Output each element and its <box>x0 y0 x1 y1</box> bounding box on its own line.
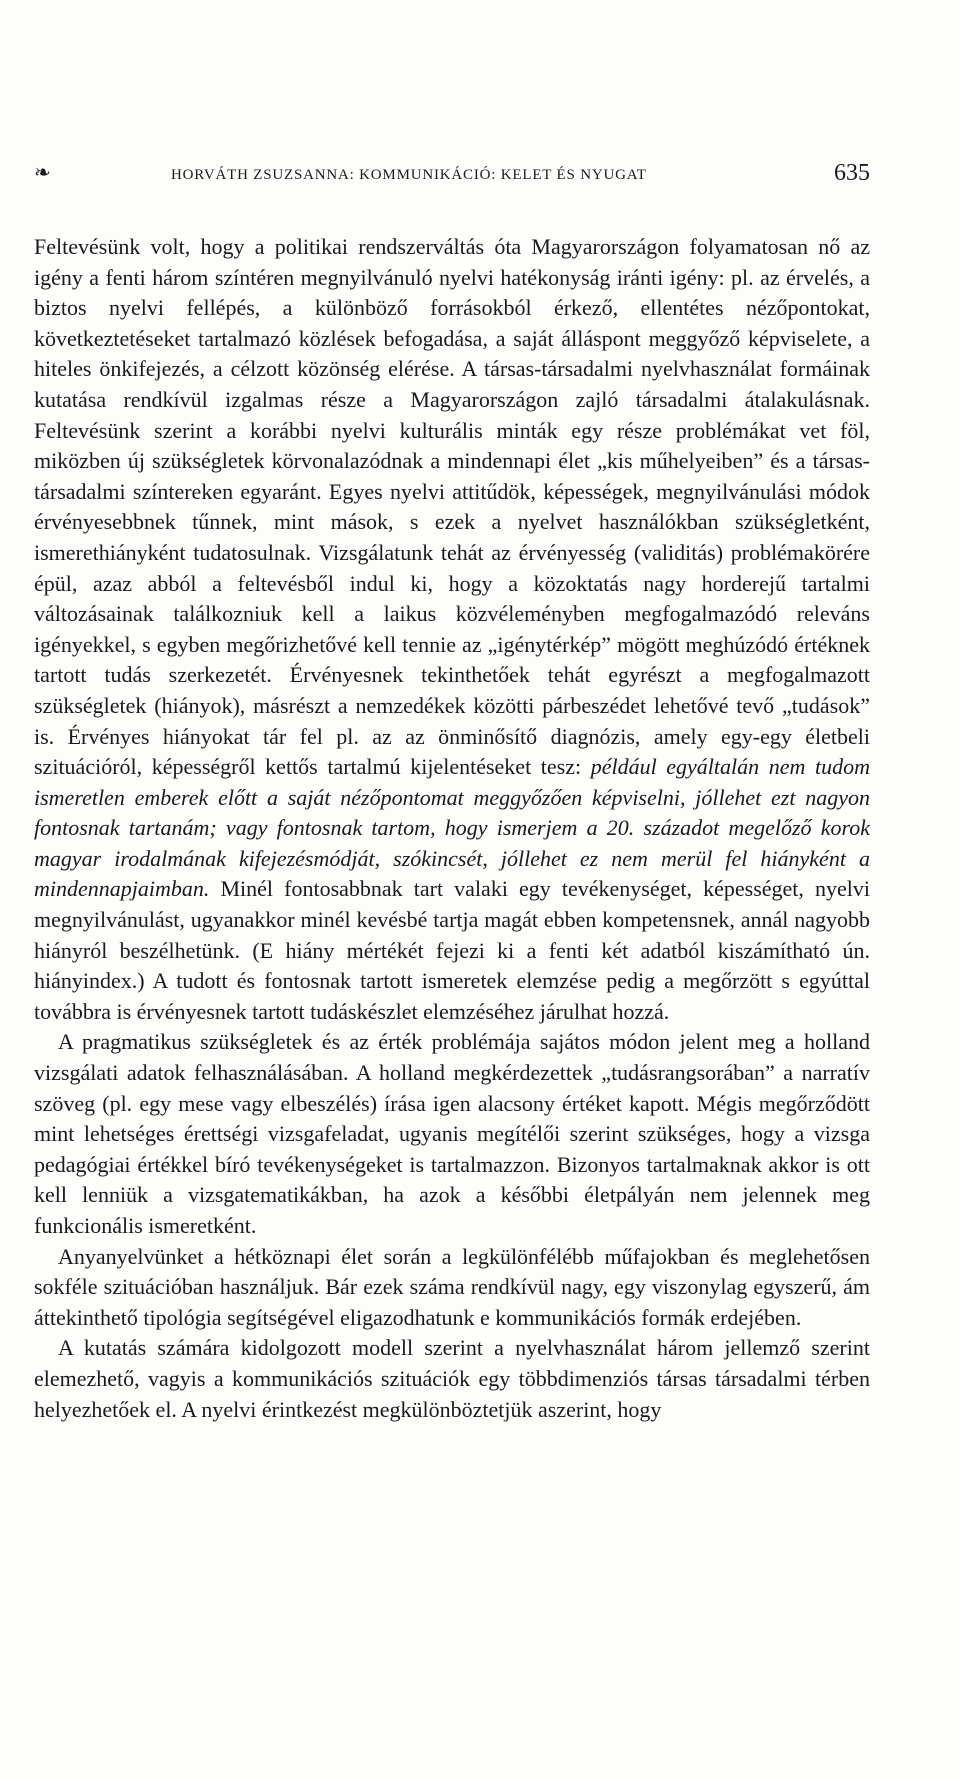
text-segment: Anyanyelvünket a hétköznapi élet során a legkülönfélébb műfajokban és meglehetősen sokféle szituációban használjuk. Bár ezek száma rendkívül nagy, egy viszonylag egyszerű, ám áttekinthető tipológia segítségével eligazodhatunk e kommunikációs formák erdejében. <box>34 1243 870 1330</box>
paragraph <box>34 1027 870 1241</box>
running-head: HORVÁTH ZSUZSANNA: KOMMUNIKÁCIÓ: KELET ÉS NYUGAT <box>171 167 647 183</box>
paragraph <box>34 1242 870 1334</box>
body-text <box>34 232 870 1425</box>
text-segment: A kutatás számára kidolgozott modell szerint a nyelvhasználat három jellemző szerint elemezhető, vagyis a kommunikációs szituációk egy többdimenziós társas társadalmi térben helyezhetőek el. A nyelvi érintkezést megkülönböztetjük aszerint, hogy <box>34 1335 870 1422</box>
text-segment: A pragmatikus szükségletek és az érték problémája sajátos módon jelent meg a holland vizsgálati adatok felhasználásában. A holland megkérdezettek „tudásrangsorában” a narratív szöveg (pl. egy mese vagy elbeszélés) írása igen alacsony értéket kapott. Mégis megőrződött mint lehetséges érettségi vizsgafeladat, ugyanis megítélői szerint szükséges, hogy a vizsga pedagógiai értékkel bíró tevékenységeket is tartalmazzon. Bizonyos tartalmaknak akkor is ott kell lenniük a vizsgatematikákban, ha azok a későbbi életpályán nem jelennek meg funkcionális ismeretként. <box>34 1029 870 1238</box>
text-segment: Feltevésünk volt, hogy a politikai rendszerváltás óta Magyarországon folyamatosan nő az igény a fenti három színtéren megnyilvánuló nyelvi hatékonyság iránti igény: pl. az érvelés, a biztos nyelvi fellépés, a különböző forrásokból érkező, ellentétes nézőpontokat, következtetéseket tartalmazó közlések befogadása, a saját álláspont meggyőző képviselete, a hiteles önkifejezés, a célzott közönség elérése. A társas-társadalmi nyelvhasználat formáinak kutatása rendkívül izgalmas része a Magyarországon zajló társadalmi átalakulásnak. Feltevésünk szerint a korábbi nyelvi kulturális minták egy része problémákat vet föl, miközben új szükségletek körvonalazódnak a mindennapi élet „kis műhelyeiben” és a társas-társadalmi színtereken egyaránt. Egyes nyelvi attitűdök, képességek, megnyilvánulási módok érvényesebbnek tűnnek, mint mások, s ezek a nyelvet használókban szükségletként, ismerethiányként tudatosulnak. Vizsgálatunk tehát az érvényesség (validitás) problémakörére épül, azaz abból a feltevésből indul ki, hogy a közoktatás nagy horderejű tartalmi változásainak találkozniuk kell a laikus közvéleményben megfogalmazódó releváns igényekkel, s egyben megőrizhetővé kell tennie az „igénytérkép” mögött meghúzódó értéknek tartott tudás szerkezetét. Érvényesnek tekinthetőek tehát egyrészt a megfogalmazott szükségletek (hiányok), másrészt a nemzedékek közötti párbeszédet lehetővé tevő „tudások” is. Érvényes hiányokat tár fel pl. az az önminősítő diagnózis, amely egy-egy életbeli szituációról, képességről kettős tartalmú kijelentéseket tesz: <box>34 234 870 780</box>
italic-example-segment: például egyáltalán nem tudom ismeretlen emberek előtt a saját nézőpontomat meggyőzően képviselni, jóllehet ezt nagyon fontosnak tartanám; vagy fontosnak tartom, hogy ismerjem a 20. századot megelőző korok magyar irodalmának kifejezésmódját, szókincsét, jóllehet ez nem merül fel hiányként a mindennapjaimban. <box>34 754 870 902</box>
fleuron-ornament-icon: ❧ <box>34 162 51 184</box>
paragraph <box>34 1333 870 1425</box>
paragraph <box>34 232 870 1027</box>
page-header <box>34 155 870 195</box>
page-number: 635 <box>834 160 870 186</box>
text-segment: Minél fontosabbnak tart valaki egy tevékenységet, képességet, nyelvi megnyilvánulást, ugyanakkor minél kevésbé tartja magát ebben kompetensnek, annál nagyobb hiányról beszélhetünk. (E hiány mértékét fejezi ki a fenti két adatból kiszámítható ún. hiányindex.) A tudott és fontosnak tartott ismeretek elemzése pedig a megőrzött s egyúttal továbbra is érvényesnek tartott tudáskészlet elemzéséhez járulhat hozzá. <box>34 876 870 1024</box>
